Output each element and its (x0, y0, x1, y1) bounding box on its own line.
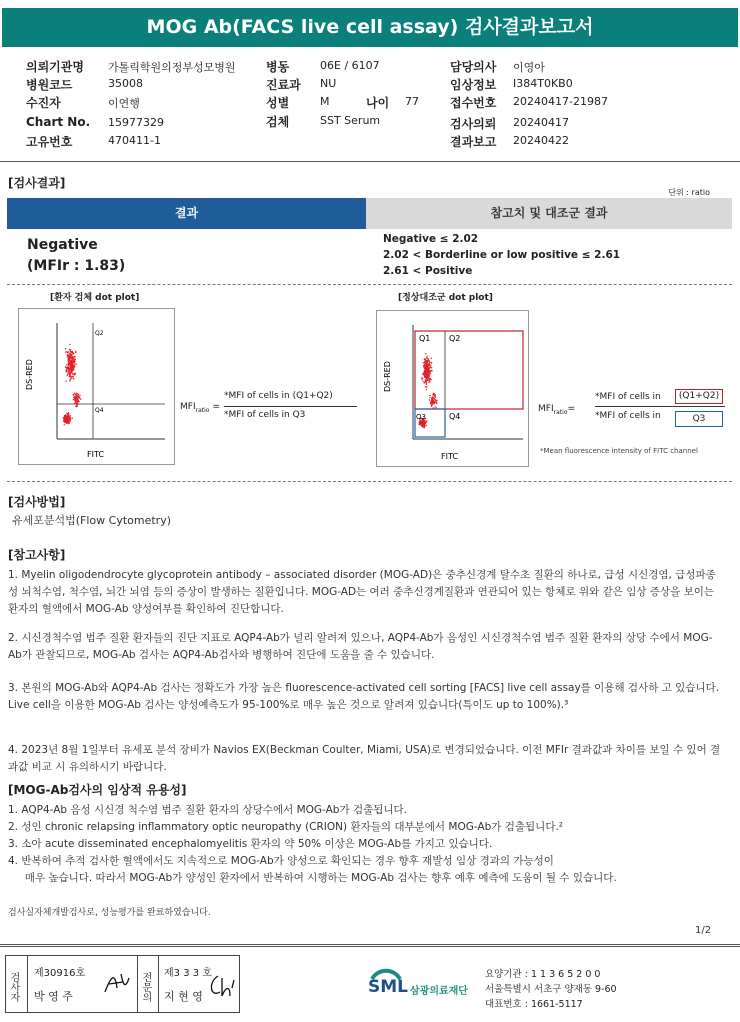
plot-dot (425, 377, 426, 378)
plot-dot (76, 393, 77, 394)
info-value: 가톨릭학원의정부성모병원 (108, 61, 236, 74)
reference-paragraph: 2. 시신경척수염 범주 질환 환자들의 진단 지표로 AQP4-Ab가 널리 알려져 있으나, AQP4-Ab가 음성인 시신경척수염 범주 질환 환자의 상당 수에서 MOG-Ab가 관찰되므로, MOG-Ab 검사는 AQP4-Ab검사와 병행하여 진단에 도움을 줄 수 있습니다. (8, 632, 713, 661)
footer-divider (0, 944, 740, 947)
plot-dot (426, 360, 427, 361)
doctor-license: 제3 3 3 호 (164, 968, 212, 979)
info-value: 20240417 (513, 116, 569, 129)
plot-dot (66, 421, 67, 422)
plot-dot (428, 370, 429, 371)
plot-dot (67, 415, 68, 416)
q1q2-box: (Q1+Q2) (675, 389, 723, 404)
plot-dot (430, 362, 431, 363)
plot-dot (66, 375, 67, 376)
plot-dot (426, 371, 427, 372)
plot-dot (426, 425, 427, 426)
plot-dot (66, 418, 67, 419)
plot-dot (66, 371, 67, 372)
plot-dot (68, 422, 69, 423)
plot-dot (425, 353, 426, 354)
plot-dot (67, 371, 68, 372)
plot-dot (75, 406, 76, 407)
reference-paragraph: 1. Myelin oligodendrocyte glycoprotein antibody – associated disorder (MOG-AD)은 중추신경계 탈수초 질환의 하나로, 급성 시신경염, 급성파종성 뇌척수염, 척수염, 뇌간 뇌염 등의 증상이 발생하는 질환입니다. MOG-AD는 여러 중추신경계질환과 연관되어 있는 항체로 위와 같은 임상 증상을 보이는 환자의 혈액에서 MOG-Ab 양성여부를 확인하여 진단합니다. (8, 569, 716, 615)
plot-dot (67, 374, 68, 375)
mfi-denominator: *MFI of cells in Q3 (224, 410, 306, 420)
reference-heading: [참고사항] (8, 548, 66, 562)
info-value: 35008 (108, 77, 143, 90)
plot-dot (426, 384, 427, 385)
plot-dot (428, 382, 429, 383)
plot-dot (431, 358, 432, 359)
x-axis-label: FITC (441, 452, 458, 461)
plot-dot (69, 344, 70, 345)
plot-dot (68, 363, 69, 364)
plot-dot (74, 363, 75, 364)
plot-dot (70, 415, 71, 416)
plot-dot (72, 372, 73, 373)
plot-dot (70, 361, 71, 362)
plot-dot (67, 422, 68, 423)
info-label: 수진자 (26, 96, 61, 110)
clinical-item: 4. 반복하여 추적 검사한 혈액에서도 지속적으로 MOG-Ab가 양성으로 확인되는 경우 향후 재발성 임상 경과의 가능성이 (8, 855, 554, 867)
plot-dot (428, 368, 429, 369)
plot-dot (68, 412, 69, 413)
plot-dot (70, 367, 71, 368)
plot-dot (432, 401, 433, 402)
control-mfi-numerator: *MFI of cells in (595, 392, 661, 402)
divider (0, 161, 740, 162)
plot-dot (69, 357, 70, 358)
plot-dot (434, 396, 435, 397)
plot-dot (427, 358, 428, 359)
plot-dot (71, 358, 72, 359)
plot-dot (73, 357, 74, 358)
info-value: 20240422 (513, 134, 569, 147)
plot-dot (69, 353, 70, 354)
result-main: Negative (27, 237, 98, 253)
plot-dot (433, 397, 434, 398)
page-number: 1/2 (695, 925, 712, 936)
info-value: SST Serum (320, 114, 381, 127)
method-text: 유세포분석법(Flow Cytometry) (12, 514, 172, 527)
age-value: 77 (405, 95, 419, 108)
info-label: 진료과 (266, 78, 301, 92)
plot-dot (65, 380, 66, 381)
reference-negative: Negative ≤ 2.02 (383, 233, 479, 245)
plot-dot (72, 366, 73, 367)
info-value: 이연행 (108, 97, 140, 110)
plot-dot (426, 389, 427, 390)
info-value: I384T0KB0 (513, 77, 573, 90)
plot-dot (430, 378, 431, 379)
info-label: 의뢰기관명 (26, 60, 84, 74)
plot-dot (71, 376, 72, 377)
plot-dot (423, 426, 424, 427)
plot-dot (72, 351, 73, 352)
plot-dot (78, 401, 79, 402)
plot-dot (73, 369, 74, 370)
plot-dot (429, 395, 430, 396)
plot-dot (424, 370, 425, 371)
result-value: (MFIr : 1.83) (27, 258, 126, 274)
clinical-item: 3. 소아 acute disseminated encephalomyelitis 환자의 약 50% 이상은 MOG-Ab를 가지고 있습니다. (8, 838, 493, 850)
plot-dot (73, 395, 74, 396)
quadrant-label: Q1 (419, 334, 431, 343)
plot-dot (429, 361, 430, 362)
plot-dot (427, 367, 428, 368)
plot-dot (76, 397, 77, 398)
reference-paragraph: 4. 2023년 8월 1일부터 유세포 분석 장비가 Navios EX(Beckman Coulter, Miami, USA)로 변경되었습니다. 이전 MFIr 결과값과 차이를 보일 수 있어 결과값 비교 시 유의하시기 바랍니다. (8, 744, 721, 773)
plot-dot (77, 398, 78, 399)
control-dot-plot (376, 310, 529, 467)
result-heading: [검사결과] (8, 176, 66, 190)
clinical-item: 1. AQP4-Ab 음성 시신경 척수염 범주 질환 환자의 상당수에서 MOG-Ab가 검출됩니다. (8, 804, 407, 816)
plot-dot (428, 365, 429, 366)
plot-dot (74, 356, 75, 357)
plot-dot (431, 398, 432, 399)
reference-borderline: 2.02 < Borderline or low positive ≤ 2.61 (383, 249, 621, 261)
info-label: Chart No. (26, 115, 91, 129)
plot-dot (75, 352, 76, 353)
y-axis-label: DS-RED (383, 361, 392, 392)
plot-dot (425, 366, 426, 367)
info-label: 병동 (266, 60, 290, 74)
info-value: NU (320, 77, 337, 90)
info-label: 결과보고 (450, 135, 497, 149)
plot-dot (424, 358, 425, 359)
reference-positive: 2.61 < Positive (383, 265, 473, 277)
plot-dot (428, 359, 429, 360)
age-label: 나이 (366, 96, 390, 110)
report-title: MOG Ab(FACS live cell assay) 검사결과보고서 (2, 8, 738, 47)
info-value: 15977329 (108, 116, 164, 129)
plot-dot (427, 370, 428, 371)
info-label: 검체 (266, 115, 290, 129)
plot-dot (435, 401, 436, 402)
plot-dot (63, 417, 64, 418)
logo-text: SML (368, 977, 408, 997)
plot-dot (69, 375, 70, 376)
info-value: 이영아 (513, 61, 545, 74)
plot-dot (420, 424, 421, 425)
plot-dot (424, 382, 425, 383)
plot-dot (431, 401, 432, 402)
address: 서울특별시 서초구 양재동 9-60 (485, 984, 617, 995)
plot-dot (66, 351, 67, 352)
quadrant-label: Q4 (449, 412, 461, 421)
info-label: 고유번호 (26, 135, 73, 149)
inspector-signature (101, 970, 131, 998)
unit-label: 단위 : ratio (668, 188, 710, 197)
plot-dot (71, 352, 72, 353)
plot-dot (74, 374, 75, 375)
plot-dot (426, 380, 427, 381)
plot-dot (74, 403, 75, 404)
patient-dot-plot (18, 308, 175, 465)
plot-dot (70, 371, 71, 372)
plot-dot (74, 400, 75, 401)
plot-dot (429, 397, 430, 398)
plot-dot (433, 407, 434, 408)
plot-dot (426, 421, 427, 422)
quadrant-label: Q2 (95, 330, 104, 337)
doctor-label: 전문의 (137, 956, 159, 1012)
plot-dot (422, 378, 423, 379)
inspector-license: 제30916호 (34, 968, 86, 979)
plot-dot (68, 357, 69, 358)
plot-dot (436, 403, 437, 404)
mfi-label: $MFI_{ratio}$ = (180, 402, 220, 414)
info-label: 병원코드 (26, 78, 73, 92)
plot-dot (424, 427, 425, 428)
plot-dot (74, 396, 75, 397)
clinical-heading: [MOG-Ab검사의 임상적 유용성] (8, 783, 187, 797)
inspector-name: 박 영 주 (34, 990, 73, 1003)
plot-dot (73, 397, 74, 398)
plot-dot (433, 403, 434, 404)
control-fraction-line (595, 406, 725, 407)
plot-dot (73, 393, 74, 394)
plot-dot (425, 373, 426, 374)
info-value: 470411-1 (108, 134, 161, 147)
evaluation-note: 검사실자체개발검사로, 성능평가를 완료하였습니다. (8, 908, 211, 918)
plot-dot (421, 426, 422, 427)
clinical-item: 매우 높습니다. 따라서 MOG-Ab가 양성인 환자에서 반복하여 시행하는 MOG-Ab 검사는 향후 예후 예측에 도움이 될 수 있습니다. (8, 872, 617, 884)
plot-dot (429, 363, 430, 364)
plot-dot (424, 364, 425, 365)
plot-dot (422, 373, 423, 374)
mfi-numerator: *MFI of cells in (Q1+Q2) (224, 391, 333, 401)
dashed-divider (7, 284, 732, 285)
plot-dot (71, 365, 72, 366)
plot-dot (426, 365, 427, 366)
x-axis-label: FITC (87, 450, 104, 459)
plot-dot (74, 392, 75, 393)
plot-dot (70, 418, 71, 419)
plot-dot (72, 418, 73, 419)
plot-dot (69, 368, 70, 369)
plot-dot (427, 356, 428, 357)
plot-dot (75, 364, 76, 365)
control-mfi-label: $MFI_{ratio}=$ (538, 404, 575, 416)
plot-dot (425, 374, 426, 375)
phone: 대표번호 : 1661-5117 (485, 999, 583, 1010)
plot-dot (432, 403, 433, 404)
plot-dot (423, 365, 424, 366)
info-value: 20240417-21987 (513, 95, 608, 108)
plot-dot (427, 376, 428, 377)
info-label: 검사의뢰 (450, 117, 497, 131)
plot-dot (72, 376, 73, 377)
plot-dot (77, 394, 78, 395)
plot-dot (425, 379, 426, 380)
plot-dot (422, 381, 423, 382)
plot-dot (436, 407, 437, 408)
plot-dot (69, 373, 70, 374)
plot-dot (431, 370, 432, 371)
dashed-divider (7, 481, 732, 482)
info-label: 임상정보 (450, 78, 497, 92)
plot-dot (73, 378, 74, 379)
plot-dot (423, 424, 424, 425)
plot-dot (69, 359, 70, 360)
plot-dot (419, 421, 420, 422)
plot-dot (69, 379, 70, 380)
quadrant-label: Q4 (95, 407, 104, 414)
plot-dot (429, 399, 430, 400)
plot-dot (63, 420, 64, 421)
plot-dot (69, 349, 70, 350)
plot-dot (69, 372, 70, 373)
plot-dot (428, 375, 429, 376)
plot-dot (423, 362, 424, 363)
info-value: M (320, 95, 330, 108)
plot-dot (428, 364, 429, 365)
inspector-label: 검사자 (6, 956, 28, 1012)
plot-dot (431, 405, 432, 406)
q3-box: Q3 (675, 411, 723, 427)
info-label: 접수번호 (450, 96, 497, 110)
plot-dot (64, 424, 65, 425)
plot-dot (435, 406, 436, 407)
reference-column-header: 참고치 및 대조군 결과 (366, 198, 732, 229)
q1q2-gate (415, 331, 523, 409)
doctor-name: 지 현 영 (164, 990, 203, 1003)
plot-dot (426, 362, 427, 363)
plot-dot (64, 422, 65, 423)
plot-dot (72, 362, 73, 363)
plot-dot (427, 369, 428, 370)
plot-dot (425, 421, 426, 422)
result-column-header: 결과 (7, 198, 366, 229)
info-label: 성별 (266, 96, 290, 110)
plot-dot (436, 400, 437, 401)
plot-dot (76, 403, 77, 404)
signature-box (5, 955, 240, 1013)
control-mfi-denominator: *MFI of cells in (595, 411, 661, 421)
plot-dot (80, 399, 81, 400)
company-name: 삼광의료재단 (410, 986, 468, 997)
patient-dot-plot-svg (19, 309, 174, 464)
plot-dot (424, 425, 425, 426)
plot-dot (425, 386, 426, 387)
control-plot-title: [정상대조군 dot plot] (398, 293, 493, 303)
plot-dot (79, 395, 80, 396)
plot-dot (67, 413, 68, 414)
plot-dot (65, 348, 66, 349)
doctor-signature (206, 972, 236, 1000)
quadrant-label: Q2 (449, 334, 461, 343)
plot-dot (68, 417, 69, 418)
plot-dot (69, 380, 70, 381)
quadrant-label: Q3 (416, 413, 426, 421)
clinical-item: 2. 성인 chronic relapsing inflammatory optic neuropathy (CRION) 환자들의 대부분에서 MOG-Ab가 검출됩니다.² (8, 821, 564, 833)
plot-dot (77, 405, 78, 406)
plot-dot (73, 353, 74, 354)
plot-dot (70, 355, 71, 356)
org-code: 요양기관 : 1 1 3 6 5 2 0 0 (485, 969, 601, 980)
info-label: 담당의사 (450, 60, 497, 74)
patient-plot-title: [환자 검체 dot plot] (50, 293, 140, 303)
plot-dot (72, 374, 73, 375)
y-axis-label: DS-RED (25, 359, 34, 390)
plot-dot (66, 364, 67, 365)
plot-dot (435, 394, 436, 395)
plot-dot (68, 368, 69, 369)
plot-dot (76, 395, 77, 396)
plot-dot (425, 367, 426, 368)
info-value: 06E / 6107 (320, 59, 380, 72)
control-dot-plot-svg (377, 311, 528, 466)
plot-dot (68, 419, 69, 420)
plot-dot (434, 394, 435, 395)
fraction-line (224, 406, 357, 407)
mfi-footnote: *Mean fluorescence intensity of FITC channel (540, 447, 698, 455)
plot-dot (65, 351, 66, 352)
plot-dot (73, 361, 74, 362)
plot-dot (66, 370, 67, 371)
plot-dot (429, 372, 430, 373)
method-heading: [검사방법] (8, 495, 66, 509)
plot-dot (430, 364, 431, 365)
plot-dot (424, 372, 425, 373)
reference-paragraph: 3. 본원의 MOG-Ab와 AQP4-Ab 검사는 정확도가 가장 높은 fluorescence-activated cell sorting [FACS] live cell assay를 이용해 검사하 고 있습니다. Live cell을 이용한 MOG-Ab 검사는 양성예측도가 95-100%로 매우 높은 것으로 알려져 있습니다(특이도 up to 100%).³ (8, 682, 720, 711)
plot-dot (69, 366, 70, 367)
